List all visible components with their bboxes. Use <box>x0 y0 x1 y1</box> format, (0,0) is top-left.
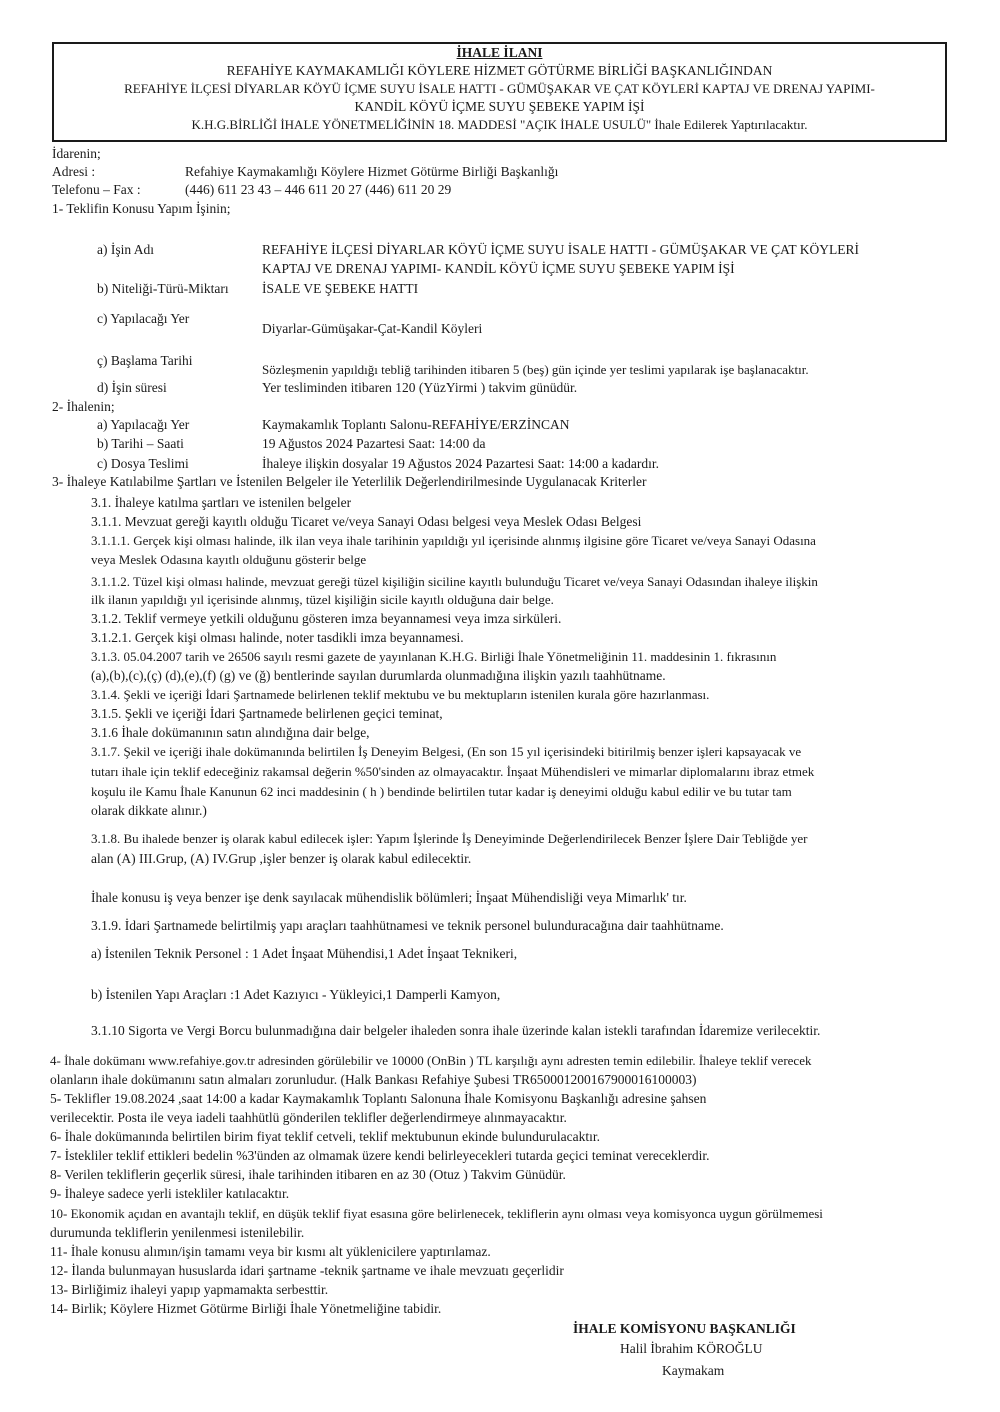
s2-b-value: 19 Ağustos 2024 Pazartesi Saat: 14:00 da <box>262 436 486 451</box>
item-4b: olanların ihale dokümanını satın almaları zorunludur. (Halk Bankası Refahiye Şubesi TR650001200167900016100003) <box>50 1072 697 1087</box>
s1-d-value: Yer tesliminden itibaren 120 (YüzYirmi ) takvim günüdür. <box>262 380 578 395</box>
signature-name: Halil İbrahim KÖROĞLU <box>620 1341 763 1356</box>
section-1-heading: 1- Teklifin Konusu Yapım İşinin; <box>52 201 231 216</box>
s3-line-7b: (a),(b),(c),(ç) (d),(e),(f) (g) ve (ğ) bentlerinde sayılan durumlarda olunmadığına ilişkin yazılı taahhütname. <box>91 668 666 683</box>
s3-line-9: 3.1.5. Şekli ve içeriği İdari Şartnamede belirlenen geçici teminat, <box>91 706 443 721</box>
item-11: 11- İhale konusu alımın/işin tamamı veya bir kısmı alt yüklenicilere yaptırılamaz. <box>50 1244 491 1259</box>
item-7: 7- İstekliler teklif ettikleri bedelin %3'ünden az olmamak üzere kendi belirleyecekleri tutarda geçici teminat vereceklerdir. <box>50 1148 710 1163</box>
s2-a-value: Kaymakamlık Toplantı Salonu-REFAHİYE/ERZİNCAN <box>262 417 570 432</box>
s1-b-label: b) Niteliği-Türü-Miktarı <box>97 281 229 296</box>
header-line-2: REFAHİYE KAYMAKAMLIĞI KÖYLERE HİZMET GÖTÜRME BİRLİĞİ BAŞKANLIĞINDAN <box>226 63 773 78</box>
signature-role: Kaymakam <box>662 1363 725 1378</box>
item-14: 14- Birlik; Köylere Hizmet Götürme Birliği İhale Yönetmeliğine tabidir. <box>50 1301 442 1316</box>
signature-title: İHALE KOMİSYONU BAŞKANLIĞI <box>573 1321 796 1336</box>
item-10a: 10- Ekonomik açıdan en avantajlı teklif, en düşük teklif fiyat esasına göre belirlenecek, tekliflerin aynı olması veya komisyonca uygun görülmemesi <box>50 1206 823 1221</box>
s1-d-label: d) İşin süresi <box>97 380 167 395</box>
s3-line-1: 3.1. İhaleye katılma şartları ve istenilen belgeler <box>91 495 352 510</box>
idare-tel-value: (446) 611 23 43 – 446 611 20 27 (446) 611 20 29 <box>185 182 452 197</box>
header-title: İHALE İLANI <box>456 45 543 60</box>
idare-heading: İdarenin; <box>52 146 101 161</box>
s1-a-value-2: KAPTAJ VE DRENAJ YAPIMI- KANDİL KÖYÜ İÇME SUYU ŞEBEKE YAPIM İŞİ <box>262 261 735 276</box>
header-box <box>52 42 947 142</box>
item-9: 9- İhaleye sadece yerli istekliler katılacaktır. <box>50 1186 290 1201</box>
s3-line-11c: koşulu ile Kamu İhale Kanunun 62 inci maddesinin ( h ) bendinde belirtilen tutar kadar iş deneyimi olduğu kabul edilir ve bu tutar tam <box>91 784 792 799</box>
item-10b: durumunda tekliflerin yenilenmesi istenilebilir. <box>50 1225 305 1240</box>
s3-line-11b: tutarı ihale için teklif edeceğiniz rakamsal değerin %50'sinden az olmayacaktır. İnşaat Mühendisleri ve mimarlar diplomalarını ibraz etmek <box>91 764 815 779</box>
s3-line-10: 3.1.6 İhale dokümanının satın alındığına dair belge, <box>91 725 370 740</box>
idare-tel-label: Telefonu – Fax : <box>52 182 141 197</box>
s3-line-16: b) İstenilen Yapı Araçları :1 Adet Kazıyıcı - Yükleyici,1 Damperli Kamyon, <box>91 987 501 1002</box>
s3-line-12b: alan (A) III.Grup, (A) IV.Grup ,işler benzer iş olarak kabul edilecektir. <box>91 851 472 866</box>
s2-c-value: İhaleye ilişkin dosyalar 19 Ağustos 2024 Pazartesi Saat: 14:00 a kadardır. <box>262 456 660 471</box>
s3-line-3b: veya Meslek Odasına kayıtlı olduğunu gösterir belge <box>91 552 367 567</box>
item-5a: 5- Teklifler 19.08.2024 ,saat 14:00 a kadar Kaymakamlık Toplantı Salonuna İhale Komisyonu Başkanlığı adresine şahsen <box>50 1091 707 1106</box>
s3-line-11d: olarak dikkate alınır.) <box>91 803 207 818</box>
s3-line-4a: 3.1.1.2. Tüzel kişi olması halinde, mevzuat gereği tüzel kişiliğin siciline kayıtlı bulunduğu Ticaret ve/veya Sanayi Odasından ihaleye ilişkin <box>91 574 818 589</box>
item-13: 13- Birliğimiz ihaleyi yapıp yapmamakta serbesttir. <box>50 1282 329 1297</box>
s1-c-value: Diyarlar-Gümüşakar-Çat-Kandil Köyleri <box>262 321 483 336</box>
s2-b-label: b) Tarihi – Saati <box>97 436 184 451</box>
item-8: 8- Verilen tekliflerin geçerlik süresi, ihale tarihinden itibaren en az 30 (Otuz ) Takvim Günüdür. <box>50 1167 566 1182</box>
s1-a-value-1: REFAHİYE İLÇESİ DİYARLAR KÖYÜ İÇME SUYU İSALE HATTI - GÜMÜŞAKAR VE ÇAT KÖYLERİ <box>262 242 859 257</box>
s3-line-15: a) İstenilen Teknik Personel : 1 Adet İnşaat Mühendisi,1 Adet İnşaat Teknikeri, <box>91 946 518 961</box>
s1-cc-label: ç) Başlama Tarihi <box>97 353 193 368</box>
s1-b-value: İSALE VE ŞEBEKE HATTI <box>262 281 419 296</box>
s1-c-label: c) Yapılacağı Yer <box>97 311 190 326</box>
idare-adres-label: Adresi : <box>52 164 96 179</box>
s3-line-8: 3.1.4. Şekli ve içeriği İdari Şartnamede belirlenen teklif mektubu ve bu mektupların istenilen kurala göre hazırlanması. <box>91 687 710 702</box>
s3-line-7a: 3.1.3. 05.04.2007 tarih ve 26506 sayılı resmi gazete de yayınlanan K.H.G. Birliği İhale Yönetmeliğinin 11. maddesinin 1. fıkrasının <box>91 649 777 664</box>
section-3-heading: 3- İhaleye Katılabilme Şartları ve İstenilen Belgeler ile Yeterlilik Değerlendirilmesinde Uygulanacak Kriterler <box>52 474 647 489</box>
s3-line-12a: 3.1.8. Bu ihalede benzer iş olarak kabul edilecek işler: Yapım İşlerinde İş Deneyiminde Değerlendirilecek Benzer İşlere Dair Tebliğde yer <box>91 831 808 846</box>
s3-line-17: 3.1.10 Sigorta ve Vergi Borcu bulunmadığına dair belgeler ihaleden sonra ihale üzerinde kalan istekli tarafından İdaremize verilecektir. <box>91 1023 821 1038</box>
header-line-4: KANDİL KÖYÜ İÇME SUYU ŞEBEKE YAPIM İŞİ <box>354 99 645 114</box>
header-line-3: REFAHİYE İLÇESİ DİYARLAR KÖYÜ İÇME SUYU İSALE HATTI - GÜMÜŞAKAR VE ÇAT KÖYLERİ KAPTAJ VE DRENAJ YAPIMI- <box>124 81 875 96</box>
s3-line-11a: 3.1.7. Şekil ve içeriği ihale dokümanında belirtilen İş Deneyim Belgesi, (En son 15 yıl içerisindeki bitirilmiş benzer işleri kapsayacak ve <box>91 744 802 759</box>
item-4a: 4- İhale dokümanı www.refahiye.gov.tr adresinden görülebilir ve 10000 (OnBin ) TL karşılığı aynı adresten temin edilebilir. İhaleye teklif verecek <box>50 1053 812 1068</box>
s1-a-label: a) İşin Adı <box>97 242 154 257</box>
s3-line-13: İhale konusu iş veya benzer işe denk sayılacak mühendislik bölümleri; İnşaat Mühendisliği veya Mimarlık' tır. <box>91 890 687 905</box>
s2-a-label: a) Yapılacağı Yer <box>97 417 190 432</box>
s3-line-2: 3.1.1. Mevzuat gereği kayıtlı olduğu Ticaret ve/veya Sanayi Odası belgesi veya Meslek Odası Belgesi <box>91 514 642 529</box>
idare-adres-value: Refahiye Kaymakamlığı Köylere Hizmet Götürme Birliği Başkanlığı <box>185 164 559 179</box>
header-line-5: K.H.G.BİRLİĞİ İHALE YÖNETMELİĞİNİN 18. MADDESİ "AÇIK İHALE USULÜ" İhale Edilerek Yaptırılacaktır. <box>191 117 808 132</box>
item-5b: verilecektir. Posta ile veya iadeli taahhütlü gönderilen teklifler değerlendirmeye alınmayacaktır. <box>50 1110 567 1125</box>
item-6: 6- İhale dokümanında belirtilen birim fiyat teklif cetveli, teklif mektubunun ekinde bulundurulacaktır. <box>50 1129 600 1144</box>
s3-line-6: 3.1.2.1. Gerçek kişi olması halinde, noter tasdikli imza beyannamesi. <box>91 630 464 645</box>
s3-line-3a: 3.1.1.1. Gerçek kişi olması halinde, ilk ilan veya ihale tarihinin yapıldığı yıl içerisinde alınmış ilgisine göre Ticaret ve/veya Sanayi Odasına <box>91 533 816 548</box>
s3-line-4b: ilk ilanın yapıldığı yıl içerisinde alınmış, tüzel kişiliğin sicile kayıtlı olduğuna dair belge. <box>91 592 554 607</box>
section-2-heading: 2- İhalenin; <box>52 399 115 414</box>
s3-line-14: 3.1.9. İdari Şartnamede belirtilmiş yapı araçları taahhütnamesi ve teknik personel bulunduracağına dair taahhütname. <box>91 918 724 933</box>
s3-line-5: 3.1.2. Teklif vermeye yetkili olduğunu gösteren imza beyannamesi veya imza sirküleri. <box>91 611 562 626</box>
item-12: 12- İlanda bulunmayan hususlarda idari şartname -teknik şartname ve ihale mevzuatı geçerlidir <box>50 1263 564 1278</box>
s1-cc-value: Sözleşmenin yapıldığı tebliğ tarihinden itibaren 5 (beş) gün içinde yer teslimi yapılarak işe başlanacaktır. <box>262 362 809 377</box>
s2-c-label: c) Dosya Teslimi <box>97 456 189 471</box>
